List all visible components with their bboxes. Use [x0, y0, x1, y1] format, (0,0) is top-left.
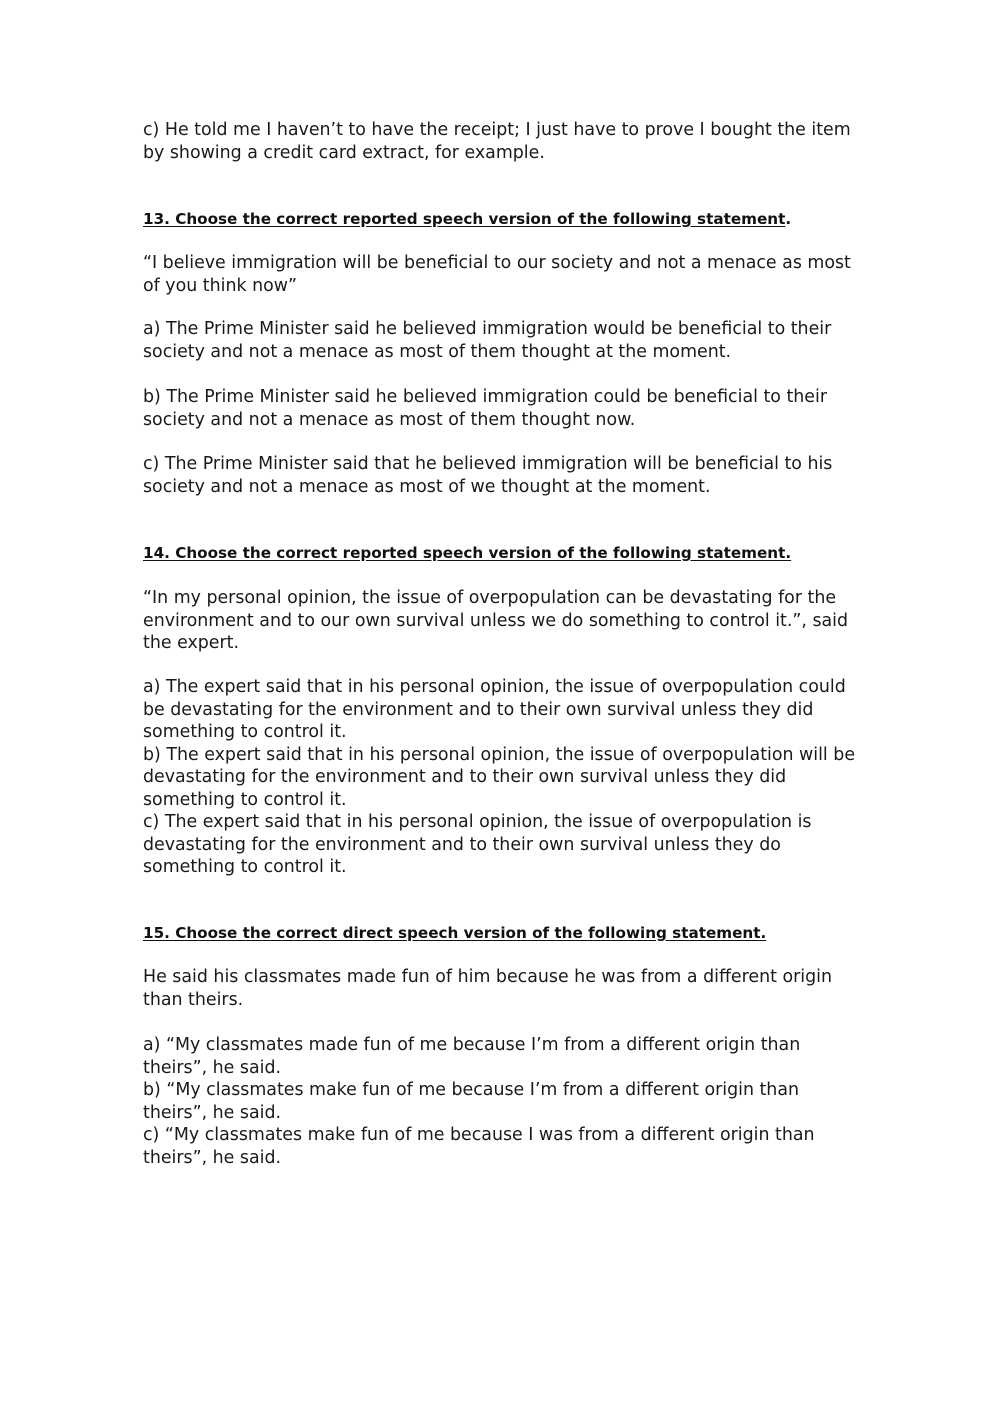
option-text: c) The Prime Minister said that he believed immigration will be beneficial to his society and not a menace as most of we thought at the moment. [143, 454, 833, 497]
q15-heading [143, 922, 873, 944]
q13-option-c [143, 453, 868, 498]
q14-statement [143, 587, 868, 655]
q13-option-a [143, 318, 868, 363]
q14-option-b: b) The expert said that in his personal opinion, the issue of overpopulation will be devastating for the environment and to their own survival unless they did something to control it. [143, 744, 856, 810]
q13-heading-text: 13. Choose the correct reported speech version of the following statement [143, 210, 786, 228]
q15-heading-text: 15. Choose the correct direct speech version of the following statement. [143, 924, 767, 942]
statement-text: “In my personal opinion, the issue of overpopulation can be devastating for the environment and to our own survival unless we do something to control it.”, said the expert. [143, 588, 849, 653]
q13-statement [143, 252, 868, 297]
q15-option-c: c) “My classmates make fun of me because I was from a different origin than theirs”, he said. [143, 1125, 815, 1168]
q14-heading [143, 542, 873, 564]
q15-statement [143, 966, 868, 1011]
q15-option-b: b) “My classmates make fun of me because I’m from a different origin than theirs”, he said. [143, 1080, 800, 1123]
statement-text: “I believe immigration will be beneficial to our society and not a menace as most of you think now” [143, 253, 851, 296]
q13-heading-tail: . [785, 210, 792, 228]
q13-heading [143, 208, 873, 230]
option-text: b) The Prime Minister said he believed immigration could be beneficial to their society and not a menace as most of them thought now. [143, 387, 827, 430]
q14-option-a: a) The expert said that in his personal opinion, the issue of overpopulation could be devastating for the environment and to their own survival unless they did something to control it. [143, 677, 846, 742]
q14-options [143, 676, 868, 879]
q12-option-c [143, 119, 868, 164]
q15-options [143, 1034, 868, 1169]
q14-option-c: c) The expert said that in his personal opinion, the issue of overpopulation is devastating for the environment and to their own survival unless they do something to control it. [143, 812, 812, 877]
q15-option-a: a) “My classmates made fun of me because I’m from a different origin than theirs”, he said. [143, 1035, 801, 1078]
q13-option-b [143, 386, 868, 431]
option-text: c) He told me I haven’t to have the receipt; I just have to prove I bought the item by showing a credit card extract, for example. [143, 120, 851, 163]
statement-text: He said his classmates made fun of him because he was from a different origin than theirs. [143, 967, 832, 1010]
option-text: a) The Prime Minister said he believed immigration would be beneficial to their society and not a menace as most of them thought at the moment. [143, 319, 832, 362]
q14-heading-text: 14. Choose the correct reported speech version of the following statement. [143, 544, 792, 562]
